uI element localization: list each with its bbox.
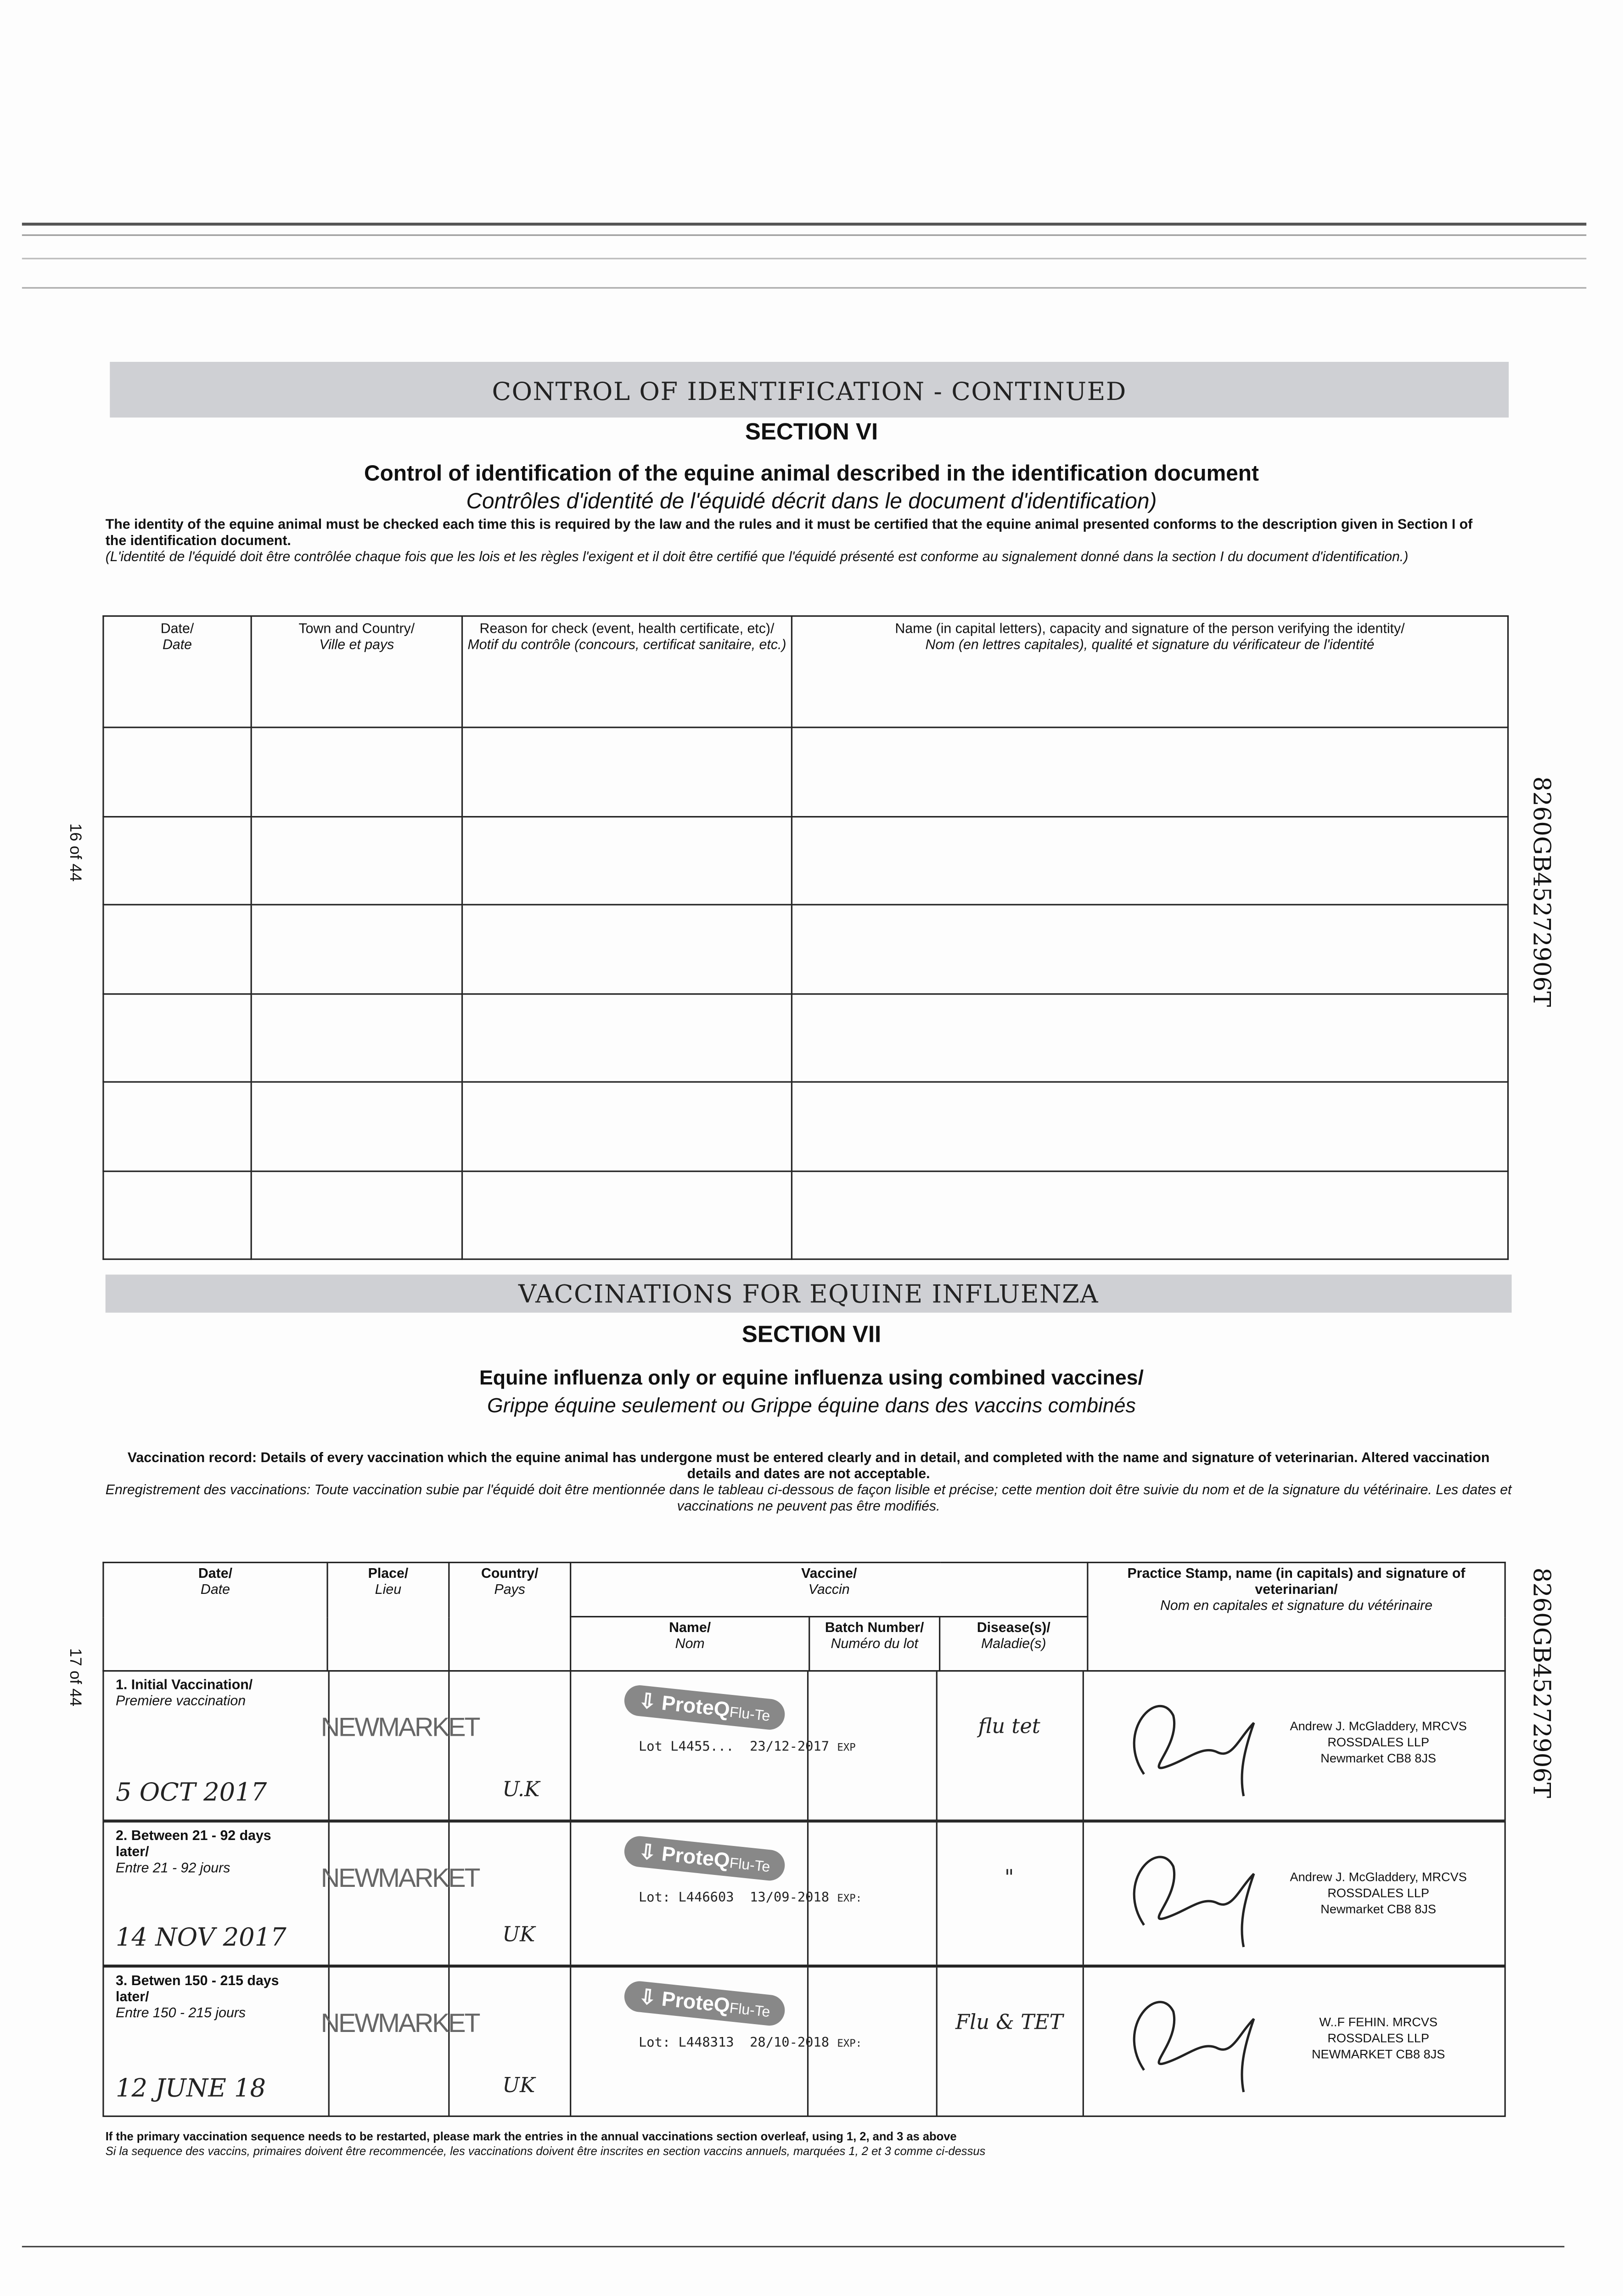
country-handwritten: UK <box>502 2074 535 2098</box>
col-date: Date/ Date <box>103 616 251 727</box>
lot-label: Lot <box>639 1740 663 1756</box>
vaccine-name: ProteQ <box>660 1841 731 1872</box>
date-handwritten: 12 JUNE 18 <box>116 2074 266 2104</box>
identity-check-table <box>102 615 1509 1260</box>
lot-label: Lot: <box>639 2036 671 2051</box>
vet-stamp: W..F FEHIN. MRCVS ROSSDALES LLP NEWMARKET CB8 8JS <box>1311 2014 1445 2061</box>
vaccination-table <box>102 1562 1505 1671</box>
vaccine-sticker <box>624 1984 917 2051</box>
signature-icon <box>1115 1982 1261 2099</box>
instructions <box>106 517 1490 565</box>
col-town: Town and Country/ Ville et pays <box>251 616 462 727</box>
place-stamp: NEWMARKET <box>320 1863 479 1893</box>
table-row <box>103 727 1508 816</box>
table-row <box>103 1082 1508 1171</box>
vaccination-row <box>102 1821 1505 1966</box>
vaccine-sticker <box>624 1688 917 1756</box>
vet-stamp: Andrew J. McGladdery, MRCVS ROSSDALES LLP Newmarket CB8 8JS <box>1290 1869 1467 1917</box>
place-stamp: NEWMARKET <box>320 1712 479 1742</box>
section-title: Control of identification of the equine animal described in the identification document <box>364 461 1259 487</box>
download-arrow-icon: ⇩ <box>638 1688 657 1714</box>
col-vaccine-name: Name/ Nom <box>571 1617 809 1671</box>
col-reason: Reason for check (event, health certificate, etc)/ Motif du contrôle (concours, certificat sanitaire, etc.) <box>462 616 792 727</box>
section-label: SECTION VII <box>741 1322 882 1348</box>
row-label: 2. Between 21 - 92 days later/ Entre 21 - 92 jours <box>116 1828 271 1877</box>
footnote <box>106 2130 1512 2160</box>
section-title-fr: Grippe équine seulement ou Grippe équine dans des vaccins combinés <box>487 1393 1136 1417</box>
signature-icon <box>1115 1837 1261 1954</box>
footnote-en: If the primary vaccination sequence needs to be restarted, please mark the entries in the annual vaccinations section overleaf, using 1, 2, and 3 as above <box>105 2130 957 2144</box>
exp-label: EXP <box>837 1742 856 1754</box>
col-batch: Batch Number/ Numéro du lot <box>809 1617 940 1671</box>
vaccination-row <box>102 1966 1505 2117</box>
exp-label: EXP: <box>837 1892 862 1905</box>
country-handwritten: U.K <box>502 1778 540 1802</box>
page-number: 17 of 44 <box>66 1648 84 1707</box>
download-arrow-icon: ⇩ <box>638 1839 657 1864</box>
instructions-en: Vaccination record: Details of every vaccination which the equine animal has undergone must be entered clearly and in detail, and completed with the name and signature of veterinarian. Altered vaccination details and dates are not acceptable. <box>127 1450 1490 1483</box>
expiry-date: 13/09-2018 <box>750 1891 830 1906</box>
expiry-date: 28/10-2018 <box>750 2036 830 2051</box>
bottom-rule <box>22 2246 1564 2247</box>
instructions-fr: Enregistrement des vaccinations: Toute vaccination subie par l'équidé doit être mentionnée dans le tableau ci-dessous de façon lisible et précise; cette mention doit être suivie du nom et de la signature du vétérinaire. Les dates et vaccinations ne peuvent pas être modifiés. <box>105 1482 1512 1515</box>
section-band: VACCINATIONS FOR EQUINE INFLUENZA <box>106 1275 1512 1313</box>
col-country: Country/ Pays <box>449 1563 571 1671</box>
section-band: CONTROL OF IDENTIFICATION - CONTINUED <box>110 362 1509 417</box>
footnote-fr: Si la sequence des vaccins, primaires doivent être recommencée, les vaccinations doivent être inscrites en section vaccins annuels, marquées 1, 2 et 3 comme ci-dessus <box>105 2144 986 2158</box>
vaccine-sub: Flu-Te <box>729 1705 771 1726</box>
col-date: Date/ Date <box>103 1563 327 1671</box>
section-title: Equine influenza only or equine influenza using combined vaccines/ <box>479 1365 1144 1389</box>
document-id: 8260GB45272906T <box>1528 1567 1556 1798</box>
row-label: 1. Initial Vaccination/ Premiere vaccination <box>116 1677 253 1710</box>
exp-label: EXP: <box>837 2037 862 2050</box>
vaccine-name: ProteQ <box>660 1986 731 2017</box>
disease-handwritten: flu tet <box>978 1715 1040 1739</box>
vaccine-sticker <box>624 1839 917 1906</box>
lot-label: Lot: <box>639 1891 671 1906</box>
col-vet: Practice Stamp, name (in capitals) and signature of veterinarian/ Nom en capitales et signature du vétérinaire <box>1088 1563 1505 1671</box>
instructions-en: The identity of the equine animal must be checked each time this is required by the law and the rules and it must be certified that the equine animal presented conforms to the description given in Section I of the identification document. <box>105 517 1473 550</box>
disease-handwritten: " <box>1004 1866 1014 1890</box>
date-handwritten: 5 OCT 2017 <box>116 1778 267 1808</box>
date-handwritten: 14 NOV 2017 <box>116 1923 286 1953</box>
col-place: Place/ Lieu <box>327 1563 449 1671</box>
table-row <box>103 1171 1508 1259</box>
top-rule <box>22 287 1586 288</box>
vaccine-name: ProteQ <box>660 1690 731 1721</box>
section-label: SECTION VI <box>745 420 878 445</box>
table-row <box>103 993 1508 1082</box>
page-number: 16 of 44 <box>66 823 84 882</box>
lot-number: L4455... <box>670 1740 734 1756</box>
instructions-fr: (L'identité de l'équidé doit être contrôlée chaque fois que les lois et les règles l'exigent et il doit être certifié que l'équidé présenté est conforme au signalement donné dans la section I du document d'identification.) <box>105 549 1409 566</box>
table-row <box>103 816 1508 905</box>
section-title-fr: Contrôles d'identité de l'équidé décrit dans le document d'identification) <box>466 489 1157 514</box>
signature-icon <box>1115 1686 1261 1803</box>
vet-stamp: Andrew J. McGladdery, MRCVS ROSSDALES LLP Newmarket CB8 8JS <box>1290 1718 1467 1766</box>
vaccine-sub: Flu-Te <box>729 2001 771 2021</box>
row-label: 3. Betwen 150 - 215 days later/ Entre 150 - 215 jours <box>116 1973 279 2022</box>
top-rule <box>22 223 1586 225</box>
place-stamp: NEWMARKET <box>320 2009 479 2038</box>
download-arrow-icon: ⇩ <box>638 1984 657 2009</box>
lot-number: L448313 <box>678 2036 734 2051</box>
vaccine-sub: Flu-Te <box>729 1856 771 1876</box>
col-vaccine: Vaccine/ Vaccin <box>571 1563 1088 1617</box>
top-rule <box>22 234 1586 236</box>
top-rule <box>22 258 1586 259</box>
table-row <box>103 905 1508 993</box>
col-verifier: Name (in capital letters), capacity and signature of the person verifying the identity/ Nom (en lettres capitales), qualité et signature du vérificateur de l'identité <box>792 616 1508 727</box>
vaccination-row <box>102 1670 1505 1821</box>
document-id: 8260GB45272906T <box>1528 776 1556 1007</box>
lot-number: L446603 <box>678 1891 734 1906</box>
instructions <box>106 1450 1512 1514</box>
expiry-date: 23/12-2017 <box>750 1740 830 1756</box>
disease-handwritten: Flu & TET <box>955 2011 1063 2035</box>
col-disease: Disease(s)/ Maladie(s) <box>940 1617 1088 1671</box>
country-handwritten: UK <box>502 1923 535 1947</box>
